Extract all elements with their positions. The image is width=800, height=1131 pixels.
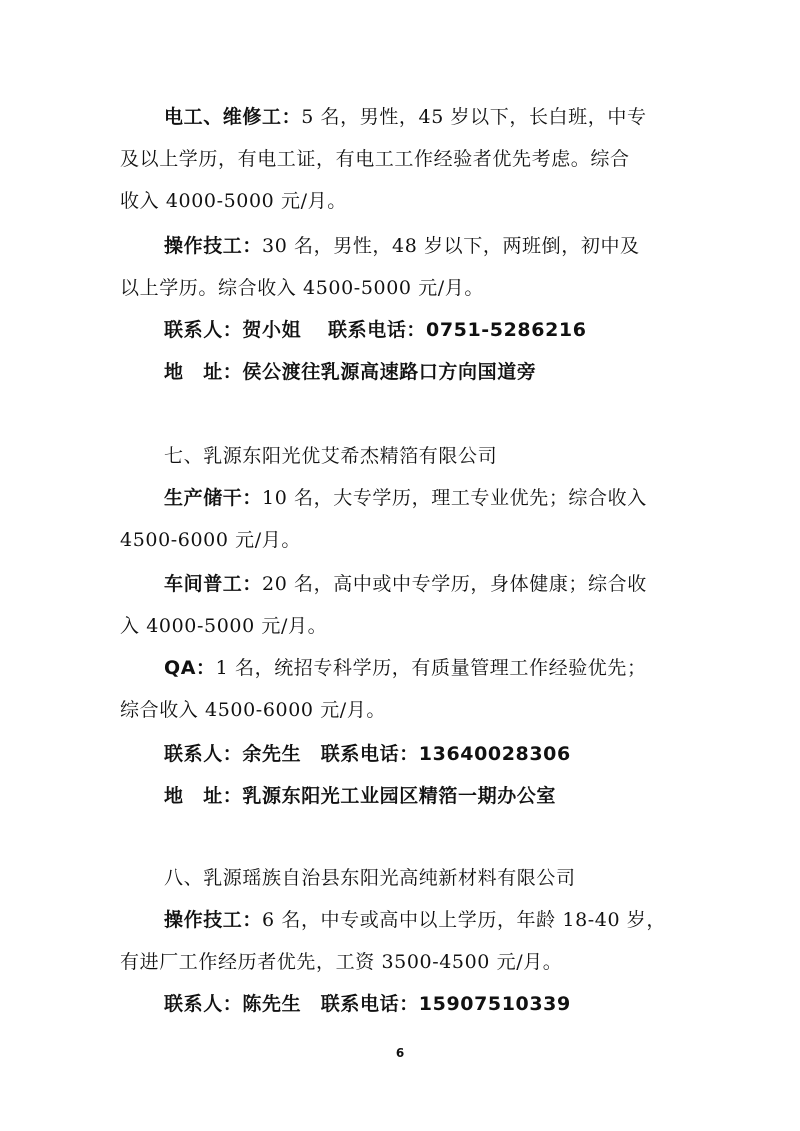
operator8-label: 操作技工： [164,909,263,931]
qa-label: QA： [164,657,216,679]
electrician-line-3: 收入 4000-5000 元/月。 [120,190,347,212]
reserve-label: 生产储干： [164,487,263,509]
operator-text-1: 30 名，男性，48 岁以下，两班倒，初中及 [262,235,640,257]
operator-line-1 [164,233,734,259]
address-line-a: 地 址：侯公渡往乳源高速路口方向国道旁 [164,361,537,383]
contact-line-a: 联系人：贺小姐 联系电话：0751-5286216 [164,319,587,341]
operator8-line-1 [164,907,734,933]
qa-line-1 [164,655,734,681]
reserve-line-1 [164,485,734,511]
address-line-7: 地 址：乳源东阳光工业园区精箔一期办公室 [164,785,557,807]
electrician-line-2: 及以上学历，有电工证，有电工工作经验者优先考虑。综合 [120,148,630,170]
electrician-line-1 [164,104,734,130]
operator8-line-2: 有进厂工作经历者优先，工资 3500-4500 元/月。 [120,951,563,973]
worker-line-2: 入 4000-5000 元/月。 [120,615,328,637]
operator-line-2: 以上学历。综合收入 4500-5000 元/月。 [120,277,485,299]
operator-label: 操作技工： [164,235,263,257]
reserve-line-2: 4500-6000 元/月。 [120,529,301,551]
section-7-heading: 七、乳源东阳光优艾希杰精箔有限公司 [164,445,498,467]
worker-text-1: 20 名，高中或中专学历，身体健康；综合收 [262,573,647,595]
reserve-text-1: 10 名，大专学历，理工专业优先；综合收入 [262,487,647,509]
qa-text-1: 1 名，统招专科学历，有质量管理工作经验优先； [215,657,647,679]
qa-line-2: 综合收入 4500-6000 元/月。 [120,699,387,721]
section-8-heading: 八、乳源瑶族自治县东阳光高纯新材料有限公司 [164,867,576,889]
worker-line-1 [164,571,734,597]
electrician-label: 电工、维修工： [164,106,302,128]
contact-line-8: 联系人：陈先生 联系电话：15907510339 [164,993,571,1015]
operator8-text-1: 6 名，中专或高中以上学历，年龄 18-40 岁， [262,909,666,931]
page-number: 6 [395,1046,405,1060]
contact-line-7: 联系人：余先生 联系电话：13640028306 [164,743,571,765]
worker-label: 车间普工： [164,573,263,595]
electrician-text-1: 5 名，男性，45 岁以下，长白班，中专 [301,106,647,128]
